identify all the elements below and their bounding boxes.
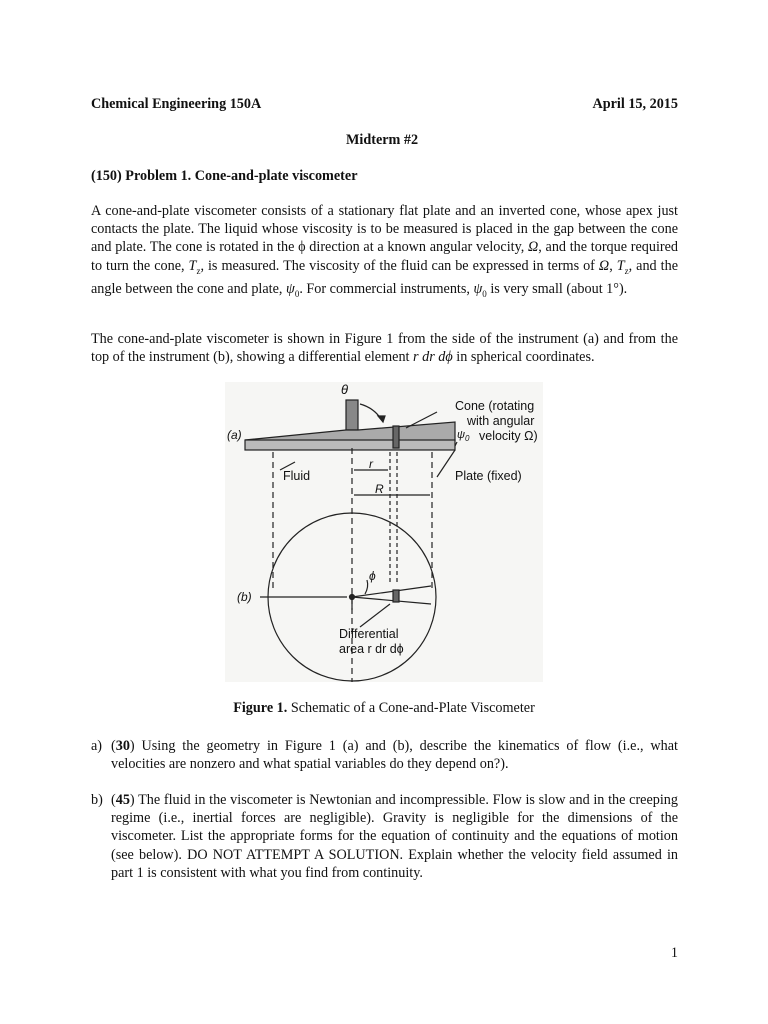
figure-caption: Figure 1. Schematic of a Cone-and-Plate Viscometer <box>233 700 535 716</box>
plate-label: Plate (fixed) <box>455 469 522 483</box>
r-label: r <box>369 457 373 471</box>
psi0-label: $\psi_0$ <box>457 429 470 443</box>
phi-label: ϕ <box>369 569 376 583</box>
label-a: (a) <box>227 428 242 442</box>
plate <box>245 440 455 450</box>
differential-label-2: area r dr dϕ <box>339 642 404 656</box>
question-a: a) (30) Using the geometry in Figure 1 (a) and (b), describe the kinematics of flow (i.e., what velocities are nonzero and what spatial variables do they depend on?). <box>91 738 678 773</box>
exam-date: April 15, 2015 <box>592 96 678 112</box>
R-label: R <box>375 482 384 496</box>
label-b: (b) <box>237 590 252 604</box>
viscometer-schematic <box>225 382 543 682</box>
page-number: 1 <box>670 945 678 961</box>
cone-label-1: Cone (rotating <box>455 399 535 413</box>
course-title: Chemical Engineering 150A <box>91 96 262 112</box>
question-b: b) (45) The fluid in the viscometer is Newtonian and incompressible. Flow is slow and in the creeping regime (i.e., inertial forces are negligible). Gravity is negligible for the dimensions of the viscometer. List the appropriate forms for the equation of continuity and the equations of motion (see below). DO NOT ATTEMPT A SOLUTION. Explain whether the velocity field assumed in part 1 is consistent with what you find from continuity. <box>91 792 678 881</box>
differential-element-top <box>393 590 399 602</box>
differential-element-side <box>393 426 399 448</box>
problem-title: (150) Problem 1. Cone-and-plate viscometer <box>91 168 358 184</box>
differential-label-1: Differential <box>339 627 399 641</box>
viscometer-figure <box>225 382 543 682</box>
cone-shaft <box>346 400 358 430</box>
cone-label-3: velocity Ω) <box>479 429 538 443</box>
intro-paragraph: A cone-and-plate viscometer consists of a stationary flat plate and an inverted cone, whose apex just contacts the plate. The liquid whose viscosity is to be measured is placed in the gap between the cone and plate. The cone is rotated in the ϕ direction at a known angular velocity, Ω, and the torque required to turn the cone, $T_z$, is measured. The viscosity of the fluid can be expressed in terms of Ω, $T_z$, and the angle between the cone and plate, $\psi_0$. For commercial instruments, $\psi_0$ is very small (about 1°). <box>91 203 679 299</box>
cone-label-2: with angular <box>467 414 535 428</box>
fluid-label: Fluid <box>283 469 311 483</box>
theta-label: θ <box>341 382 349 397</box>
exam-title: Midterm #2 <box>346 132 419 148</box>
figure-intro-paragraph: The cone-and-plate viscometer is shown in Figure 1 from the side of the instrument (a) and from the top of the instrument (b), showing a differential element r dr dϕ in spherical coordinates. <box>91 331 678 366</box>
